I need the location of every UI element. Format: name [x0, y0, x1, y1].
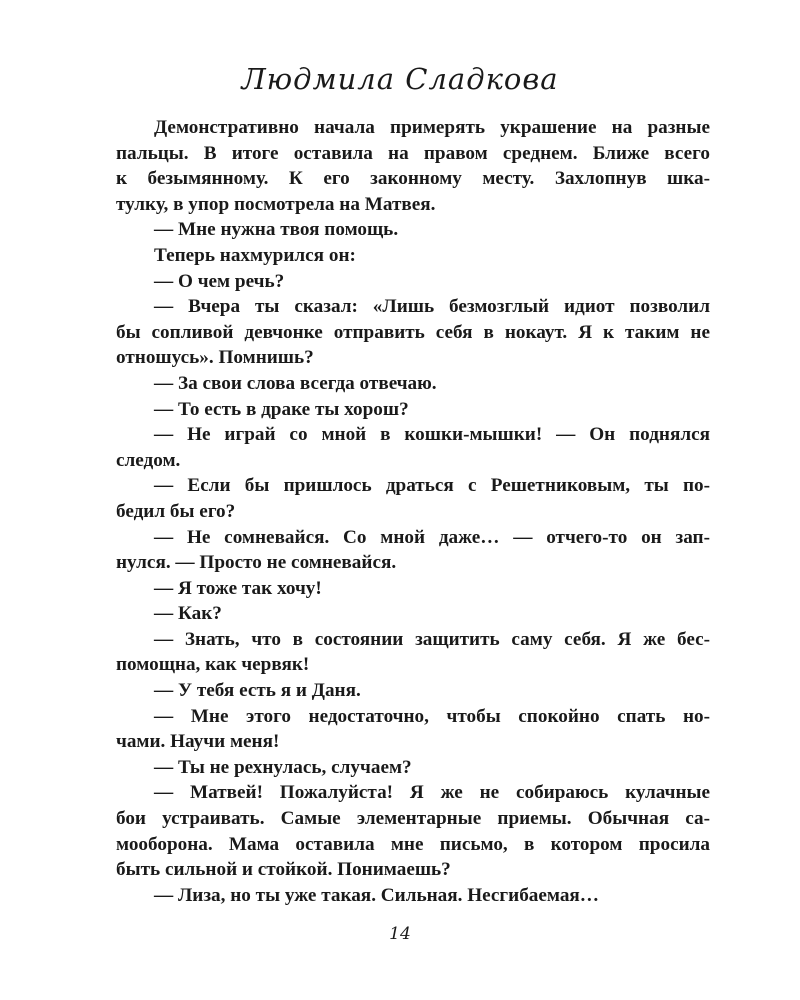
text-line: — Как? [154, 603, 222, 625]
text-line: — Вчера ты сказал: «Лишь безмозглый идиот позволил [154, 296, 710, 318]
text-line: отношусь». Помнишь? [116, 347, 314, 369]
text-line: помощна, как червяк! [116, 654, 310, 676]
page-number: 14 [389, 924, 411, 944]
text-line: Демонстративно начала примерять украшение на разные [154, 117, 710, 138]
text-line: — Я тоже так хочу! [154, 577, 322, 599]
text-line: бедил бы его? [116, 500, 236, 522]
text-line: — Знать, что в состоянии защитить саму себя. Я же бес- [154, 628, 710, 650]
text-line: нулся. — Просто не сомневайся. [116, 552, 397, 574]
text-line: — Лиза, но ты уже такая. Сильная. Несгибаемая… [154, 884, 599, 906]
text-line: — Ты не рехнулась, случаем? [154, 756, 412, 778]
text-line: Теперь нахмурился он: [154, 244, 356, 266]
text-line: — Матвей! Пожалуйста! Я же не собираюсь кулачные [154, 782, 710, 804]
text-line: следом. [116, 449, 181, 471]
text-line: бои устраивать. Самые элементарные приемы. Обычная са- [116, 808, 710, 830]
text-line: — То есть в драке ты хорош? [154, 398, 409, 420]
text-line: бы сопливой девчонке отправить себя в нокаут. Я к таким не [116, 321, 710, 343]
running-header-author: Людмила Сладкова [241, 62, 559, 96]
text-line: — Не сомневайся. Со мной даже… — отчего-то он зап- [154, 526, 710, 548]
text-line: — Если бы пришлось драться с Решетниковым, ты по- [154, 475, 710, 497]
text-line: — У тебя есть я и Даня. [154, 680, 361, 702]
text-line: мооборона. Мама оставила мне письмо, в котором просила [116, 833, 710, 855]
text-line: к безымянному. К его законному месту. Захлопнув шка- [116, 168, 710, 190]
text-line: — За свои слова всегда отвечаю. [154, 372, 437, 394]
text-line: тулку, в упор посмотрела на Матвея. [116, 193, 436, 215]
text-line: — Мне нужна твоя помощь. [154, 219, 399, 241]
text-line: — Не играй со мной в кошки-мышки! — Он поднялся [154, 424, 710, 446]
text-line: пальцы. В итоге оставила на правом среднем. Ближе всего [116, 142, 710, 164]
body-text [116, 115, 710, 908]
text-line: чами. Научи меня! [116, 731, 280, 753]
text-line: — Мне этого недостаточно, чтобы спокойно спать но- [154, 705, 710, 727]
text-line: быть сильной и стойкой. Понимаешь? [116, 859, 451, 881]
text-line: — О чем речь? [154, 270, 285, 292]
